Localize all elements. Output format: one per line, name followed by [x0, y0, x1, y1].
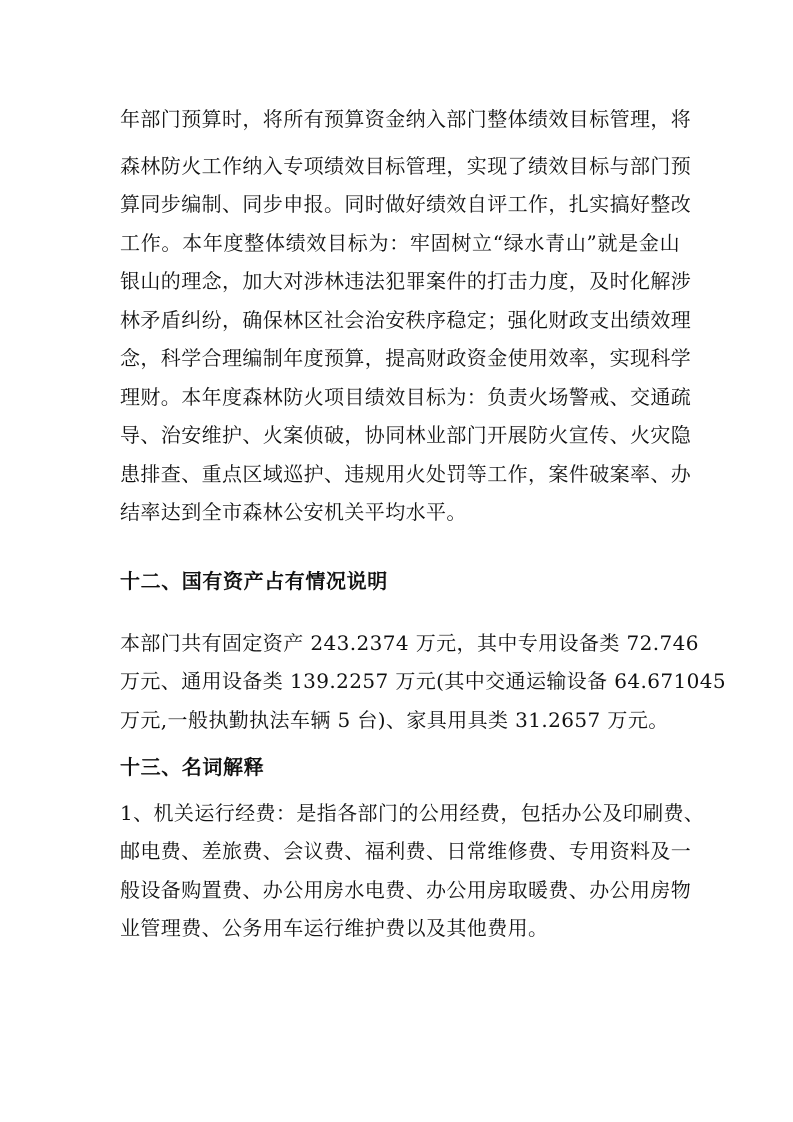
paragraph-line: 算同步编制、同步申报。同时做好绩效自评工作，扎实搞好整改	[120, 192, 692, 216]
section-heading-12: 十二、国有资产占有情况说明	[120, 569, 388, 593]
section-heading-13: 十三、名词解释	[120, 755, 265, 779]
paragraph-line: 年部门预算时，将所有预算资金纳入部门整体绩效目标管理，将	[120, 107, 692, 131]
paragraph-line: 般设备购置费、办公用房水电费、办公用房取暖费、办公用房物	[120, 878, 692, 902]
paragraph-line: 邮电费、差旅费、会议费、福利费、日常维修费、专用资料及一	[120, 839, 692, 863]
paragraph-line: 导、治安维护、火案侦破，协同林业部门开展防火宣传、火灾隐	[120, 423, 692, 447]
paragraph-line: 患排查、重点区域巡护、违规用火处罚等工作，案件破案率、办	[120, 462, 692, 486]
paragraph-line: 本部门共有固定资产 243.2374 万元，其中专用设备类 72.746	[120, 631, 699, 655]
paragraph-line: 万元,一般执勤执法车辆 5 台)、家具用具类 31.2657 万元。	[120, 708, 669, 732]
paragraph-line: 林矛盾纠纷，确保林区社会治安秩序稳定；强化财政支出绩效理	[120, 308, 692, 332]
paragraph-line: 业管理费、公务用车运行维护费以及其他费用。	[120, 916, 549, 940]
paragraph-line: 森林防火工作纳入专项绩效目标管理，实现了绩效目标与部门预	[120, 154, 692, 178]
paragraph-line: 念，科学合理编制年度预算，提高财政资金使用效率，实现科学	[120, 346, 692, 370]
paragraph-line: 结率达到全市森林公安机关平均水平。	[120, 500, 467, 524]
paragraph-line: 万元、通用设备类 139.2257 万元(其中交通运输设备 64.671045	[120, 669, 727, 693]
paragraph-line: 1、机关运行经费：是指各部门的公用经费，包括办公及印刷费、	[120, 801, 705, 825]
paragraph-line: 银山的理念，加大对涉林违法犯罪案件的打击力度，及时化解涉	[120, 269, 692, 293]
paragraph-line: 理财。本年度森林防火项目绩效目标为：负责火场警戒、交通疏	[120, 385, 692, 409]
paragraph-line: 工作。本年度整体绩效目标为：牢固树立“绿水青山”就是金山	[120, 231, 680, 255]
